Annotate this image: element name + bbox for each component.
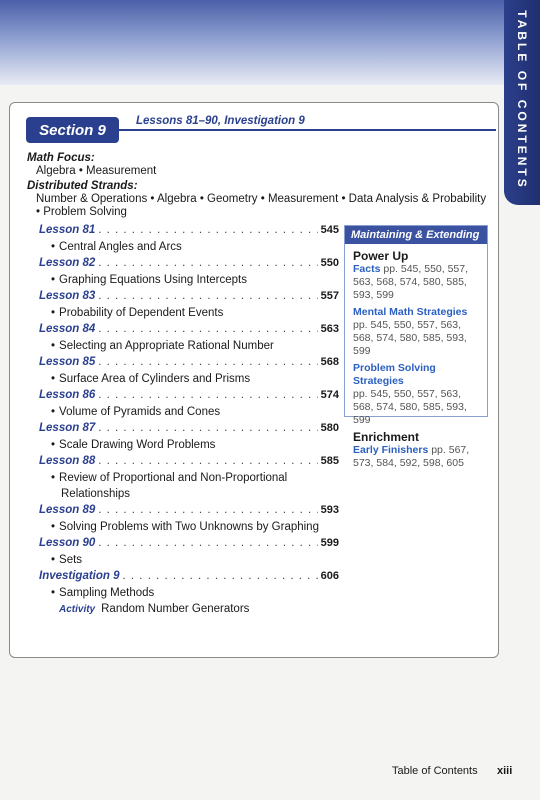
lesson-row[interactable] [39, 224, 339, 240]
lesson-name[interactable]: Lesson 81 [39, 224, 96, 236]
leader-dots [123, 570, 318, 582]
header-band [0, 0, 540, 85]
lesson-page: 580 [320, 422, 339, 434]
lesson-row[interactable] [39, 455, 339, 471]
lesson-row[interactable] [39, 422, 339, 438]
lesson-name[interactable]: Lesson 82 [39, 257, 96, 269]
leader-dots [98, 224, 317, 236]
early-finishers-link[interactable]: Early Finishers [353, 444, 429, 456]
lesson-topic: • Review of Proportional and Non-Proportional [51, 472, 288, 484]
lesson-row[interactable] [39, 323, 339, 339]
footer-label: Table of Contents [392, 765, 478, 777]
problem-solving-pages: pp. 545, 550, 557, 563, 568, 574, 580, 585, 593, 599 [353, 388, 467, 426]
lesson-page: 574 [320, 389, 339, 401]
lesson-list [39, 224, 339, 617]
lesson-page: 606 [320, 570, 339, 582]
lesson-topic: • Probability of Dependent Events [51, 307, 224, 319]
lesson-name[interactable]: Investigation 9 [39, 570, 120, 582]
lesson-name[interactable]: Lesson 85 [39, 356, 96, 368]
footer-page-number: xiii [497, 765, 513, 777]
section-header [26, 117, 496, 143]
maintaining-extending-box [344, 225, 488, 469]
lesson-page: 568 [320, 356, 339, 368]
lesson-row[interactable] [39, 356, 339, 372]
problem-solving-link[interactable]: Problem Solving Strategies [353, 362, 436, 387]
power-up-heading: Power Up [353, 249, 409, 263]
leader-dots [98, 455, 317, 467]
lesson-page: 550 [320, 257, 339, 269]
mental-math-pages: pp. 545, 550, 557, 563, 568, 574, 580, 585, 593, 599 [353, 319, 467, 357]
leader-dots [98, 323, 317, 335]
leader-dots [98, 356, 317, 368]
lesson-name[interactable]: Lesson 89 [39, 504, 96, 516]
facts-pages: pp. 545, 550, 557, 563, 568, 574, 580, 585, 593, 599 [353, 263, 469, 301]
lesson-topic: • Graphing Equations Using Intercepts [51, 274, 247, 286]
lesson-page: 599 [320, 537, 339, 549]
side-tab-label: TABLE OF CONTENTS [515, 10, 529, 190]
distributed-strands-line1: Number & Operations • Algebra • Geometry • Measurement • Data Analysis & Probability [36, 193, 487, 205]
lesson-topic: • Scale Drawing Word Problems [51, 439, 216, 451]
lesson-name[interactable]: Lesson 90 [39, 537, 96, 549]
math-focus-text: Algebra • Measurement [36, 165, 157, 177]
mental-math-link[interactable]: Mental Math Strategies [353, 306, 468, 318]
lesson-topic: • Solving Problems with Two Unknowns by Graphing [51, 521, 319, 533]
lesson-topic-continued: Relationships [61, 488, 131, 500]
investigation-row[interactable] [39, 570, 339, 586]
section-panel [9, 102, 499, 658]
leader-dots [98, 504, 317, 516]
lesson-topic: • Surface Area of Cylinders and Prisms [51, 373, 251, 385]
lesson-page: 557 [320, 290, 339, 302]
activity-text: Random Number Generators [101, 603, 250, 615]
lesson-name[interactable]: Lesson 84 [39, 323, 96, 335]
leader-dots [98, 257, 317, 269]
section-title: Section 9 [26, 117, 119, 143]
distributed-strands-line2: • Problem Solving [36, 206, 127, 218]
early-finishers-pages: pp. 567, 573, 584, 592, 598, 605 [353, 444, 470, 469]
lesson-page: 585 [320, 455, 339, 467]
lesson-topic: • Sampling Methods [51, 587, 155, 599]
lesson-page: 593 [320, 504, 339, 516]
lesson-topic: • Sets [51, 554, 83, 566]
section-rule [119, 129, 496, 131]
enrichment-heading: Enrichment [353, 430, 420, 444]
lesson-row[interactable] [39, 389, 339, 405]
lesson-page: 563 [320, 323, 339, 335]
leader-dots [98, 422, 317, 434]
lesson-page: 545 [320, 224, 339, 236]
lesson-row[interactable] [39, 537, 339, 553]
lesson-topic: • Central Angles and Arcs [51, 241, 182, 253]
math-focus-label: Math Focus: [27, 152, 95, 164]
lesson-name[interactable]: Lesson 83 [39, 290, 96, 302]
section-subtitle: Lessons 81–90, Investigation 9 [132, 115, 309, 127]
distributed-strands-label: Distributed Strands: [27, 180, 138, 192]
lesson-name[interactable]: Lesson 87 [39, 422, 96, 434]
lesson-row[interactable] [39, 257, 339, 273]
maintaining-header: Maintaining & Extending [345, 226, 487, 244]
leader-dots [98, 537, 317, 549]
lesson-topic: • Volume of Pyramids and Cones [51, 406, 221, 418]
side-tab[interactable] [504, 0, 540, 205]
lesson-row[interactable] [39, 290, 339, 306]
lesson-name[interactable]: Lesson 88 [39, 455, 96, 467]
facts-link[interactable]: Facts [353, 263, 381, 275]
activity-tag: Activity [59, 604, 96, 615]
lesson-topic: • Selecting an Appropriate Rational Number [51, 340, 274, 352]
lesson-name[interactable]: Lesson 86 [39, 389, 96, 401]
lesson-row[interactable] [39, 504, 339, 520]
leader-dots [98, 290, 317, 302]
leader-dots [98, 389, 317, 401]
activity-line [39, 602, 339, 617]
